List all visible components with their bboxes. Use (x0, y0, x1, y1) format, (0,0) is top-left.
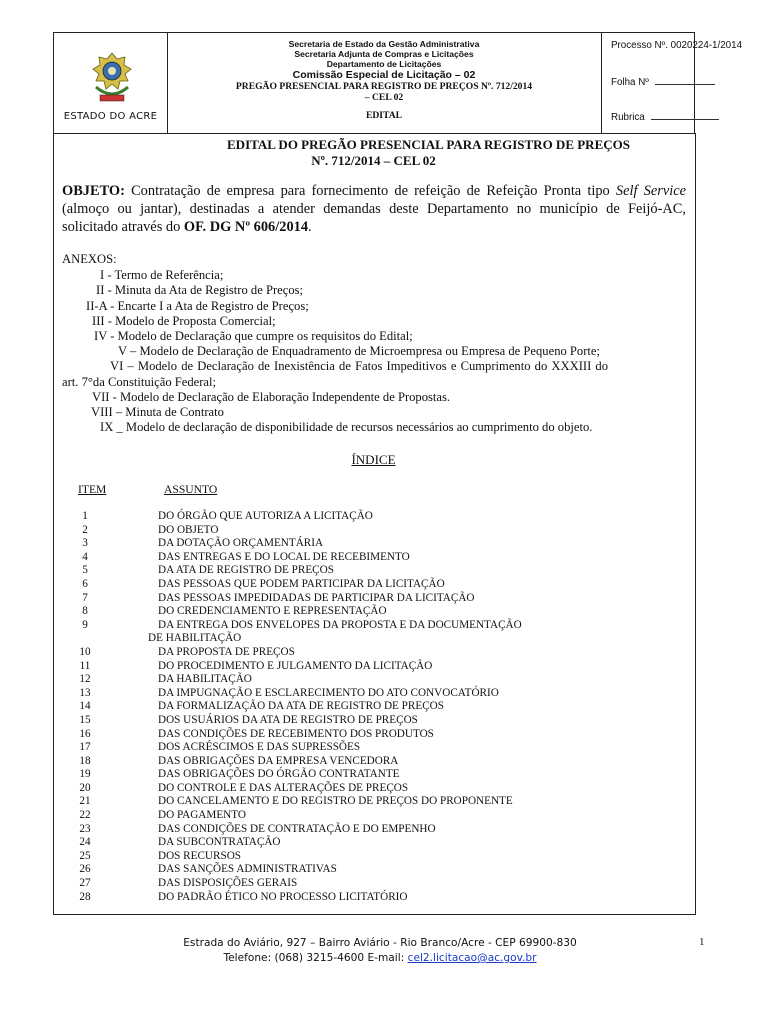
index-row (60, 578, 680, 592)
index-item-number: 7 (82, 591, 88, 604)
title-line: EDITAL DO PREGÃO PRESENCIAL PARA REGISTRO DE PREÇOS (227, 137, 630, 152)
index-item-number: 10 (79, 645, 91, 658)
index-row (60, 795, 680, 809)
index-item-number: 8 (82, 605, 88, 618)
index-row (60, 809, 680, 823)
index-item-subject: DOS ACRÉSCIMOS E DAS SUPRESSÕES (158, 741, 361, 754)
index-item-subject: DAS OBRIGAÇÕES DO ÓRGÃO CONTRATANTE (158, 768, 400, 781)
index-item-number: 13 (79, 686, 91, 699)
index-row (60, 510, 680, 524)
rubrica-label: Rubrica (611, 112, 645, 123)
index-item-number: 2 (82, 523, 88, 536)
index-table (60, 510, 680, 904)
index-row (60, 564, 680, 578)
anexo-item: IX _ Modelo de declaração de disponibilidade de recursos necessários ao cumprimento do objeto. (100, 420, 593, 435)
index-row (60, 891, 680, 905)
document-header (53, 32, 743, 134)
index-item-subject: DAS SANÇÕES ADMINISTRATIVAS (158, 863, 337, 876)
index-item-subject: DA IMPUGNAÇÃO E ESCLARECIMENTO DO ATO CONVOCATÓRIO (158, 686, 499, 699)
state-seal-icon (90, 49, 134, 109)
index-item-subject: DAS PESSOAS QUE PODEM PARTICIPAR DA LICITAÇÃO (158, 577, 445, 590)
anexo-item: II - Minuta da Ata de Registro de Preços; (96, 283, 304, 298)
index-item-number: 4 (82, 550, 88, 563)
index-item-subject: DOS RECURSOS (158, 849, 241, 862)
index-item-number: 6 (82, 577, 88, 590)
index-item-number: 24 (79, 836, 91, 849)
index-item-subject: DAS CONDIÇÕES DE CONTRATAÇÃO E DO EMPENHO (158, 822, 436, 835)
index-item-number (60, 632, 110, 646)
rubrica-field (611, 111, 719, 123)
edital-label: EDITAL (365, 110, 403, 121)
index-item-number: 14 (79, 700, 91, 713)
index-row (60, 755, 680, 769)
index-row (60, 700, 680, 714)
objeto-italic: Self Service (615, 183, 686, 199)
index-item-subject: DA ATA DE REGISTRO DE PREÇOS (158, 564, 334, 577)
index-row (60, 619, 680, 633)
index-item-number: 25 (79, 849, 91, 862)
anexo-item: IV - Modelo de Declaração que cumpre os requisitos do Edital; (94, 329, 413, 344)
index-item-subject: DA DOTAÇÃO ORÇAMENTÁRIA (158, 537, 324, 550)
page-number: 1 (699, 936, 705, 948)
pregao-line: PREGÃO PRESENCIAL PARA REGISTRO DE PREÇOS Nº. 712/2014 (235, 81, 533, 92)
index-item-subject: DA FORMALIZAÇÃO DA ATA DE REGISTRO DE PREÇOS (158, 700, 444, 713)
index-row (60, 768, 680, 782)
objeto-text: . (308, 219, 312, 235)
index-item-subject: DAS CONDIÇÕES DE RECEBIMENTO DOS PRODUTOS (158, 727, 434, 740)
index-row (60, 551, 680, 565)
pregao-line: – CEL 02 (364, 92, 404, 103)
index-item-subject: DA PROPOSTA DE PREÇOS (158, 645, 295, 658)
index-item-number: 19 (79, 768, 91, 781)
index-item-number: 28 (79, 890, 91, 903)
index-row (60, 836, 680, 850)
index-item-subject: DA ENTREGA DOS ENVELOPES DA PROPOSTA E DA DOCUMENTAÇÃO (158, 618, 522, 631)
index-row (60, 714, 680, 728)
index-col-assunto: ASSUNTO (164, 483, 218, 496)
objeto-label: OBJETO: (62, 183, 125, 199)
header-process-cell (601, 33, 743, 133)
index-row (60, 728, 680, 742)
objeto-text: (almoço ou jantar), destinadas a atender demandas deste Departamento no município de Feijó-AC, solicitado através do (62, 201, 686, 235)
index-item-subject: DAS ENTREGAS E DO LOCAL DE RECEBIMENTO (158, 550, 410, 563)
index-item-subject: DAS PESSOAS IMPEDIDADAS DE PARTICIPAR DA LICITAÇÃO (158, 591, 475, 604)
index-item-number: 26 (79, 863, 91, 876)
index-item-subject: DOS USUÁRIOS DA ATA DE REGISTRO DE PREÇOS (158, 713, 418, 726)
index-item-number: 11 (79, 659, 91, 672)
footer-email-link[interactable]: cel2.licitacao@ac.gov.br (407, 952, 537, 964)
header-agency-cell (167, 33, 602, 133)
index-row (60, 646, 680, 660)
document-title (53, 137, 694, 153)
agency-line: Secretaria de Estado da Gestão Administrativa (288, 39, 480, 49)
index-item-number: 16 (79, 727, 91, 740)
process-number: Processo Nº. 0020224-1/2014 (611, 40, 743, 51)
index-row (60, 687, 680, 701)
anexo-item: I - Termo de Referência; (100, 268, 224, 283)
index-row (60, 863, 680, 877)
index-item-subject: DO PAGAMENTO (158, 809, 246, 822)
anexos-heading: ANEXOS: (62, 252, 117, 266)
agency-line: Departamento de Licitações (326, 59, 442, 69)
index-item-number: 3 (82, 537, 88, 550)
index-row (60, 741, 680, 755)
index-row (60, 850, 680, 864)
index-row (60, 673, 680, 687)
index-col-item: ITEM (78, 483, 107, 496)
footer-phone: Telefone: (068) 3215-4600 E-mail: (223, 952, 405, 964)
index-item-number: 27 (79, 877, 91, 890)
index-item-subject: DO CANCELAMENTO E DO REGISTRO DE PREÇOS DO PROPONENTE (158, 795, 513, 808)
index-row (60, 823, 680, 837)
folha-blank (655, 76, 715, 85)
index-row (60, 605, 680, 619)
index-item-number: 15 (79, 713, 91, 726)
index-row (60, 592, 680, 606)
state-label: ESTADO DO ACRE (63, 111, 158, 122)
index-item-number: 21 (79, 795, 91, 808)
index-item-number: 9 (82, 618, 88, 631)
index-item-subject: DO CONTROLE E DAS ALTERAÇÕES DE PREÇOS (158, 781, 409, 794)
anexo-item: VIII – Minuta de Contrato (91, 405, 224, 420)
index-row (60, 537, 680, 551)
index-row (60, 524, 680, 538)
index-item-number: 18 (79, 754, 91, 767)
rubrica-blank (651, 111, 719, 120)
index-item-subject: DO OBJETO (158, 523, 219, 536)
index-item-subject: DE HABILITAÇÃO (148, 632, 242, 645)
document-title-number: Nº. 712/2014 – CEL 02 (311, 153, 436, 168)
folha-label: Folha Nº (611, 77, 649, 88)
index-item-number: 12 (79, 673, 91, 686)
index-item-number: 17 (79, 741, 91, 754)
folha-field (611, 76, 715, 88)
agency-line: Secretaria Adjunta de Compras e Licitações (294, 49, 474, 59)
anexos-list (62, 252, 688, 435)
objeto-reference: OF. DG Nº 606/2014 (183, 219, 309, 235)
commission-line: Comissão Especial de Licitação – 02 (292, 69, 476, 81)
anexo-item: II-A - Encarte I a Ata de Registro de Preços; (86, 298, 309, 313)
index-item-subject: DAS DISPOSIÇÕES GERAIS (158, 877, 298, 890)
index-item-subject: DA HABILITAÇÃO (158, 673, 252, 686)
index-row (60, 632, 680, 646)
index-row (60, 660, 680, 674)
objeto-paragraph (62, 182, 686, 236)
anexo-item: III - Modelo de Proposta Comercial; (92, 313, 276, 328)
index-item-number: 20 (79, 781, 91, 794)
index-item-subject: DO PADRÃO ÉTICO NO PROCESSO LICITATÓRIO (158, 890, 408, 903)
index-row (60, 877, 680, 891)
index-item-subject: DA SUBCONTRATAÇÃO (158, 836, 281, 849)
index-item-number: 22 (79, 809, 91, 822)
anexo-item: art. 7°da Constituição Federal; (62, 374, 217, 389)
index-item-number: 23 (79, 822, 91, 835)
header-logo-cell (54, 33, 168, 133)
index-row (60, 782, 680, 796)
footer-contact (80, 951, 680, 966)
index-item-number: 1 (82, 510, 88, 522)
index-item-subject: DO PROCEDIMENTO E JULGAMENTO DA LICITAÇÃO (158, 659, 433, 672)
objeto-text: Contratação de empresa para fornecimento de refeição de Refeição Pronta tipo (124, 183, 616, 199)
index-item-number: 5 (82, 564, 88, 577)
index-title: ÍNDICE (351, 452, 396, 467)
index-item-subject: DO CREDENCIAMENTO E REPRESENTAÇÃO (158, 605, 387, 618)
index-item-subject: DO ÓRGÃO QUE AUTORIZA A LICITAÇÃO (158, 510, 373, 522)
anexo-item: VI – Modelo de Declaração de Inexistência de Fatos Impeditivos e Cumprimento do XXXIII do (110, 359, 609, 374)
index-item-subject: DAS OBRIGAÇÕES DA EMPRESA VENCEDORA (158, 754, 399, 767)
footer-address: Estrada do Aviário, 927 – Bairro Aviário - Rio Branco/Acre - CEP 69900-830 (183, 937, 577, 949)
anexo-item: VII - Modelo de Declaração de Elaboração Independente de Propostas. (92, 389, 451, 404)
anexo-item: V – Modelo de Declaração de Enquadramento de Microempresa ou Empresa de Pequeno Porte; (118, 344, 601, 359)
page-footer (80, 936, 680, 966)
